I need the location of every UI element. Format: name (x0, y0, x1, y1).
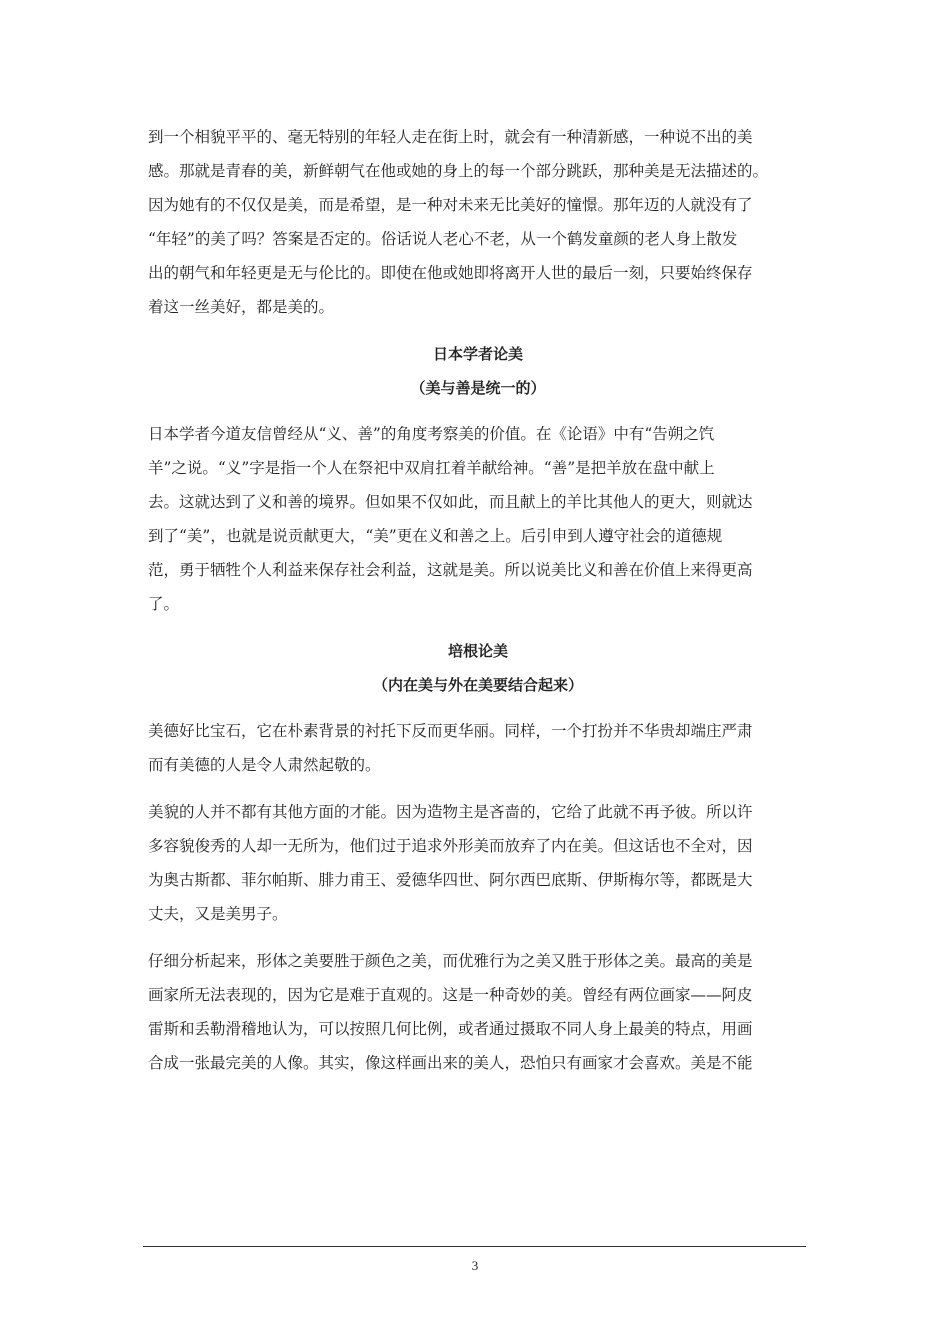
text-line: 而有美德的人是令人肃然起敬的。 (148, 756, 381, 774)
text-line: 了。 (148, 595, 180, 613)
text-line: 美貌的人并不都有其他方面的才能。因为造物主是吝啬的，它给了此就不再予彼。所以许 (148, 803, 753, 821)
text-line: 多容貌俊秀的人却一无所为，他们过于追求外形美而放弃了内在美。但这话也不全对，因 (148, 837, 753, 855)
page-number: 3 (471, 1258, 479, 1273)
text-line: 画家所无法表现的，因为它是难于直观的。这是一种奇妙的美。曾经有两位画家——阿皮 (148, 986, 753, 1004)
paragraph-imamichi (148, 417, 808, 621)
paragraph-virtue-gem (148, 714, 808, 782)
text-line: 为奥古斯都、菲尔帕斯、腓力甫王、爱德华四世、阿尔西巴底斯、伊斯梅尔等，都既是大 (148, 871, 753, 889)
text-line: 范，勇于牺牲个人利益来保存社会利益，这就是美。所以说美比义和善在价值上来得更高 (148, 561, 753, 579)
text-line: 到一个相貌平平的、毫无特别的年轻人走在街上时，就会有一种清新感，一种说不出的美 (148, 128, 753, 146)
text-line: 日本学者今道友信曾经从“义、善”的角度考察美的价值。在《论语》中有“告朔之饩 (148, 425, 715, 443)
section-heading-japanese-scholar (148, 337, 808, 405)
section-subtitle: （美与善是统一的） (410, 379, 546, 397)
text-line: 丈夫，又是美男子。 (148, 905, 288, 923)
section-subtitle: （内在美与外在美要结合起来） (372, 676, 583, 694)
text-line: 到了“美”，也就是说贡献更大，“美”更在义和善之上。后引申到人遵守社会的道德规 (148, 527, 723, 545)
document-body (148, 120, 808, 1093)
text-line: 出的朝气和年轻更是无与伦比的。即使在他或她即将离开人世的最后一刻，只要始终保存 (148, 264, 753, 282)
text-line: 感。那就是青春的美，新鲜朝气在他或她的身上的每一个部分跳跃，那种美是无法描述的。 (148, 162, 769, 180)
paragraph-youth-beauty (148, 120, 808, 324)
footer-divider (143, 1246, 806, 1247)
paragraph-form-beauty (148, 944, 808, 1080)
text-line: 因为她有的不仅仅是美，而是希望，是一种对未来无比美好的憧憬。那年迈的人就没有了 (148, 196, 753, 214)
text-line: 仔细分析起来，形体之美要胜于颜色之美，而优雅行为之美又胜于形体之美。最高的美是 (148, 952, 753, 970)
text-line: 合成一张最完美的人像。其实，像这样画出来的美人，恐怕只有画家才会喜欢。美是不能 (148, 1054, 753, 1072)
text-line: 美德好比宝石，它在朴素背景的衬托下反而更华丽。同样，一个打扮并不华贵却端庄严肃 (148, 722, 753, 740)
section-title: 培根论美 (447, 642, 508, 660)
text-line: 羊”之说。“义”字是指一个人在祭祀中双肩扛着羊献给神。“善”是把羊放在盘中献上 (148, 459, 715, 477)
section-heading-bacon (148, 634, 808, 702)
text-line: “年轻”的美了吗？答案是否定的。俗话说人老心不老，从一个鹤发童颜的老人身上散发 (148, 230, 738, 248)
section-title: 日本学者论美 (432, 345, 523, 363)
text-line: 去。这就达到了义和善的境界。但如果不仅如此，而且献上的羊比其他人的更大，则就达 (148, 493, 753, 511)
text-line: 着这一丝美好，都是美的。 (148, 298, 335, 316)
paragraph-handsome-people (148, 795, 808, 931)
text-line: 雷斯和丢勒滑稽地认为，可以按照几何比例，或者通过摄取不同人身上最美的特点，用画 (148, 1020, 753, 1038)
